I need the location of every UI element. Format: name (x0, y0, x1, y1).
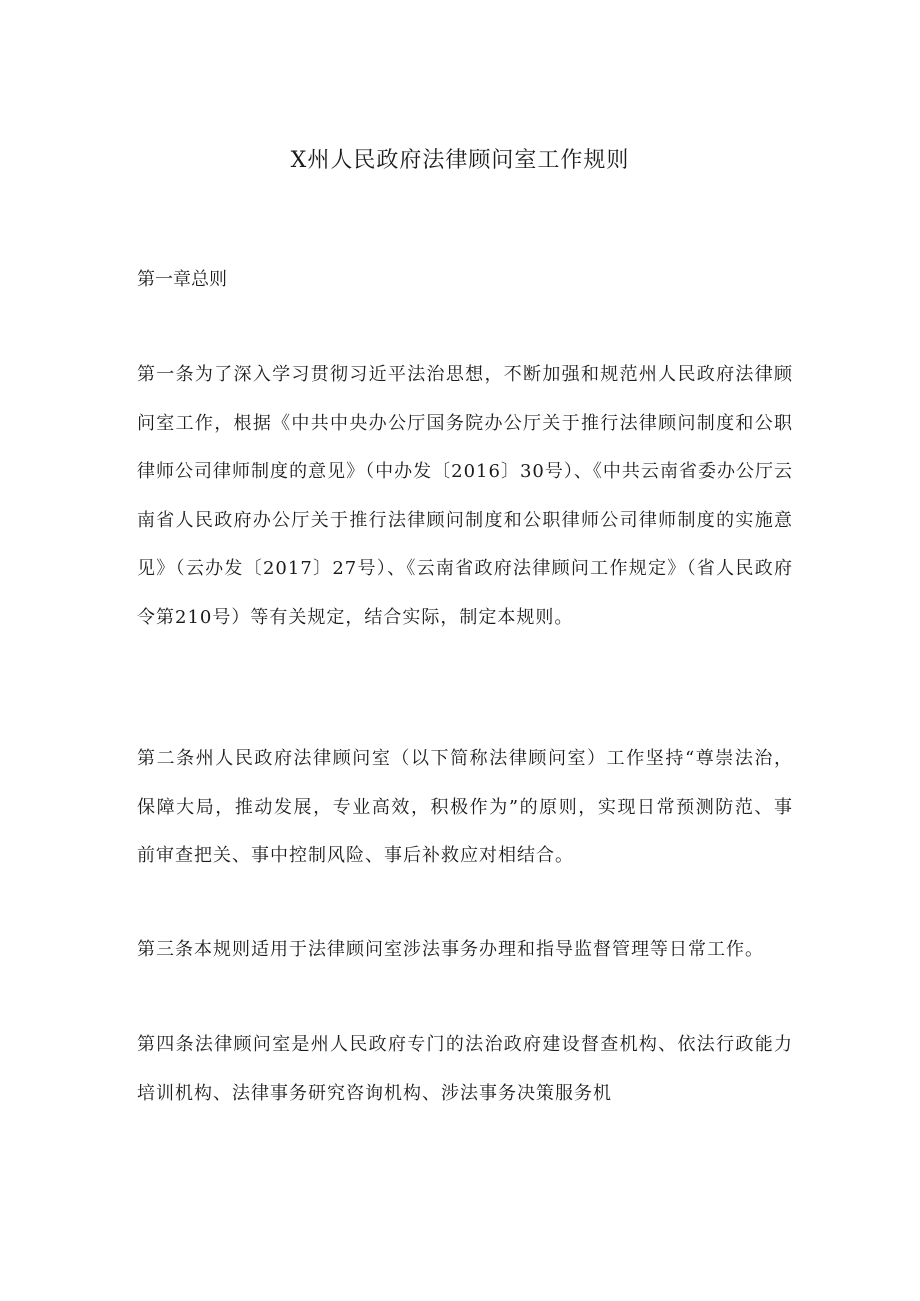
article-3: 第三条本规则适用于法律顾问室涉法事务办理和指导监督管理等日常工作。 (137, 939, 764, 960)
article-1: 第一条为了深入学习贯彻习近平法治思想，不断加强和规范州人民政府法律顾问室工作，根据《中共中央办公厅国务院办公厅关于推行法律顾问制度和公职律师公司律师制度的意见》（中办发〔2016〕30号）、《中共云南省委办公厅云南省人民政府办公厅关于推行法律顾问制度和公职律师公司律师制度的实施意见》（云办发〔2017〕27号）、《云南省政府法律顾问工作规定》（省人民政府令第210号）等有关规定，结合实际，制定本规则。 (137, 364, 793, 628)
article-4: 第四条法律顾问室是州人民政府专门的法治政府建设督查机构、依法行政能力培训机构、法律事务研究咨询机构、涉法事务决策服务机 (137, 1034, 793, 1104)
chapter-heading: 第一章总则 (137, 269, 227, 290)
document-title: X州人民政府法律顾问室工作规则 (290, 148, 630, 173)
article-2: 第二条州人民政府法律顾问室（以下简称法律顾问室）工作坚持“尊崇法治，保障大局，推动发展，专业高效，积极作为”的原则，实现日常预测防范、事前审查把关、事中控制风险、事后补救应对相结合。 (137, 748, 793, 866)
